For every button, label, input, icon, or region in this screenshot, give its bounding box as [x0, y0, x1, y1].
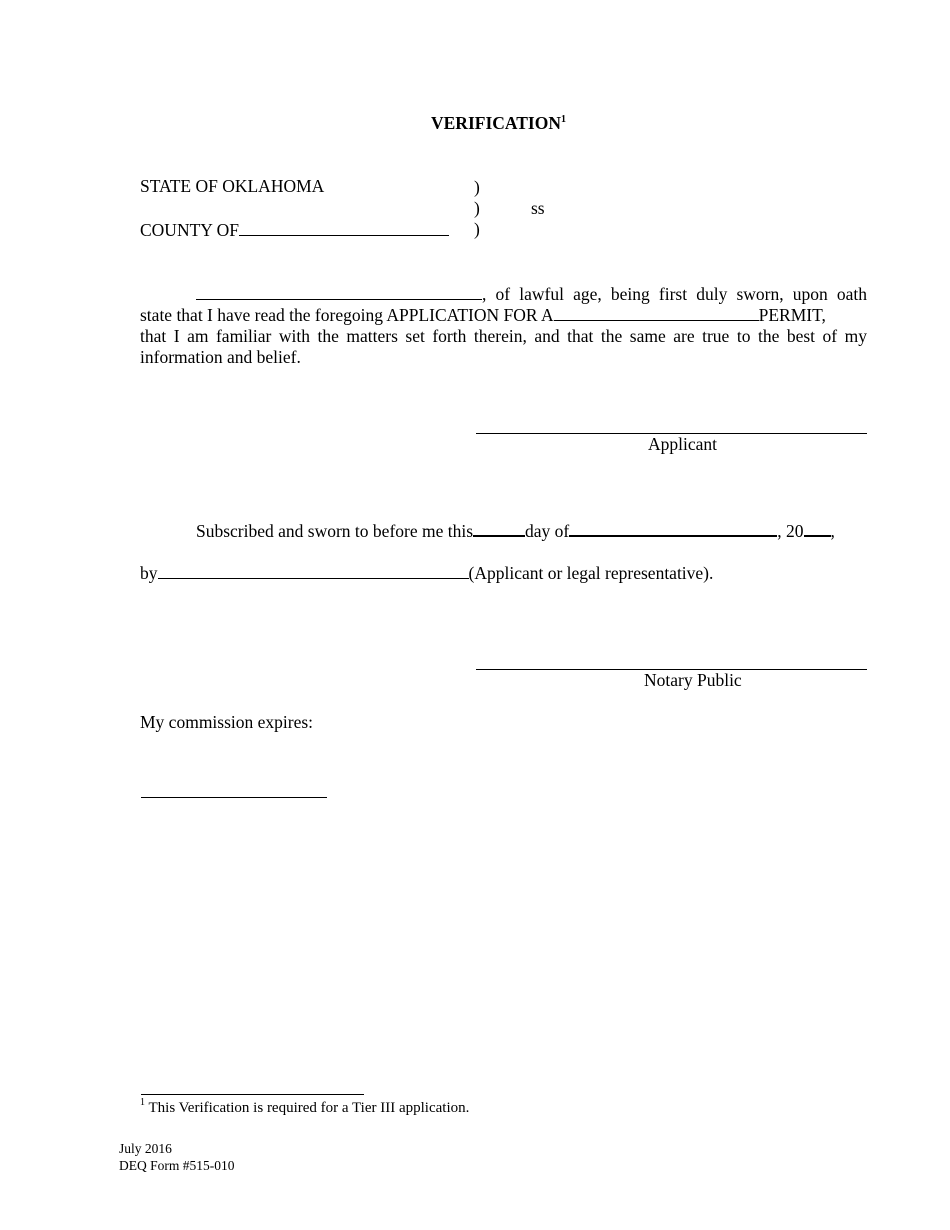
footnote-mark: 1 [140, 1097, 145, 1108]
commission-label: My commission expires: [140, 712, 314, 732]
affiant-name-blank[interactable] [196, 285, 482, 300]
form-date: July 2016 [119, 1141, 172, 1156]
footnote [140, 1097, 470, 1116]
oath-line-3: that I am familiar with the matters set forth therein, and that the same are true to the best of my [140, 326, 867, 346]
jurat-line: Subscribed and sworn to before me this day of , 20 , [196, 521, 835, 541]
venue-paren-1: ) [474, 177, 480, 197]
venue-paren-3: ) [474, 219, 480, 239]
representative-blank[interactable] [158, 564, 469, 579]
county-label: COUNTY OF [140, 220, 240, 240]
county-line [140, 221, 449, 240]
footnote-reference: 1 [560, 114, 566, 125]
year-blank[interactable] [804, 521, 831, 537]
ss-label: ss [531, 198, 545, 218]
oath-paragraph [140, 284, 867, 368]
notary-label: Notary Public [644, 670, 742, 690]
oath-line-4: information and belief. [140, 347, 301, 367]
applicant-label: Applicant [648, 434, 718, 454]
oath-line-2: state that I have read the foregoing APPLICATION FOR A PERMIT, [140, 305, 826, 325]
form-number: DEQ Form #515-010 [119, 1158, 235, 1173]
oath-line-1: , of lawful age, being first duly sworn, upon oath [140, 284, 867, 305]
page-title [431, 115, 566, 133]
day-blank[interactable] [473, 521, 525, 537]
state-label: STATE OF OKLAHOMA [140, 176, 325, 196]
county-blank[interactable] [239, 221, 449, 236]
by-line: by (Applicant or legal representative). [140, 563, 714, 583]
permit-type-blank[interactable] [554, 306, 759, 321]
venue-paren-2: ) [474, 198, 480, 218]
footnote-separator [141, 1094, 364, 1095]
month-blank[interactable] [569, 521, 777, 537]
commission-expiry-line[interactable] [141, 797, 327, 798]
title-text: VERIFICATION [431, 113, 561, 133]
footnote-text: This Verification is required for a Tier III application. [148, 1100, 470, 1116]
